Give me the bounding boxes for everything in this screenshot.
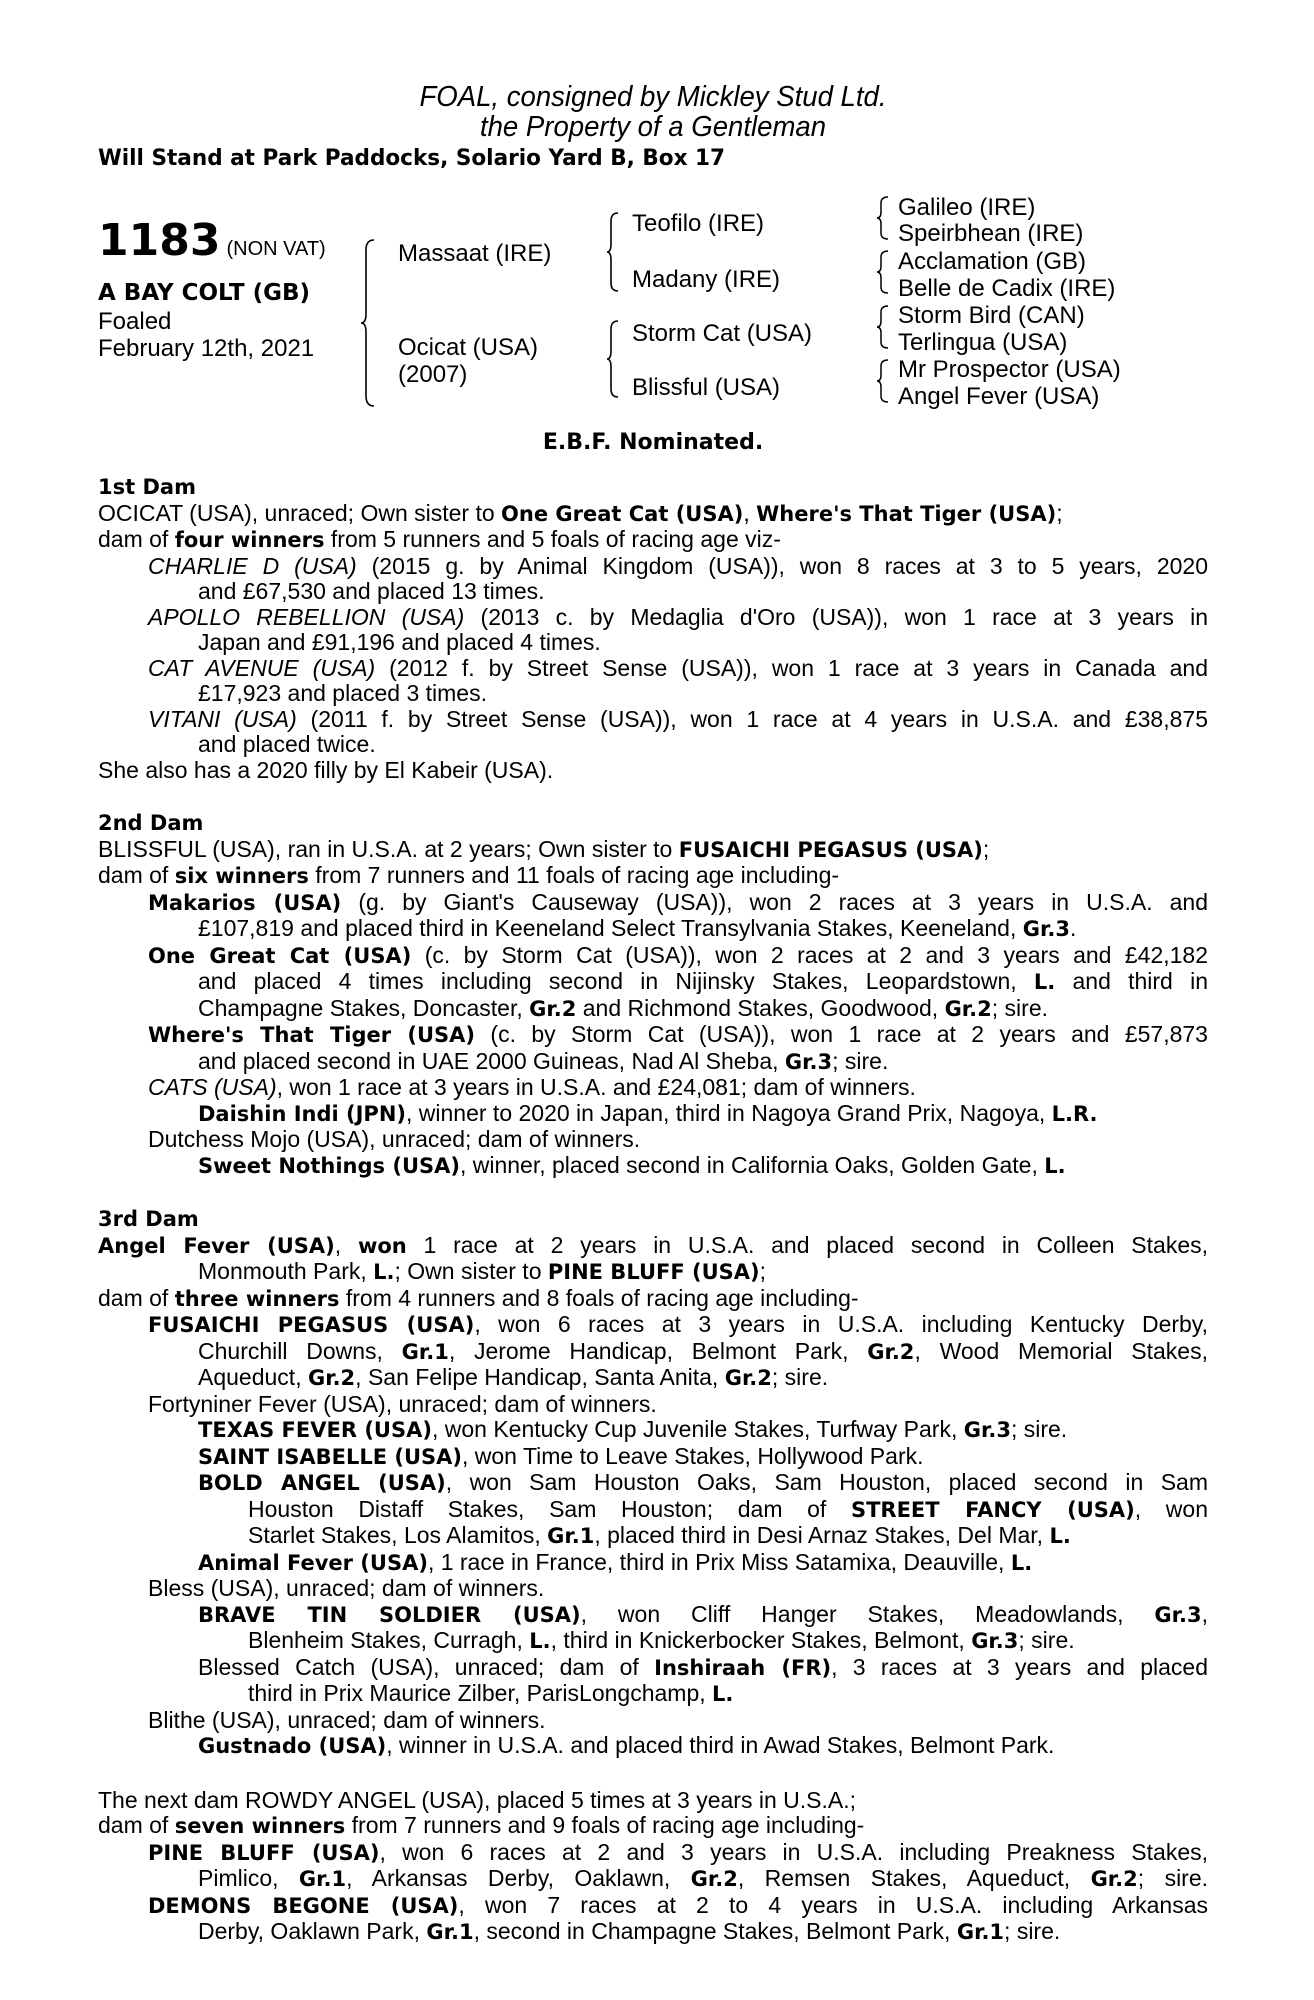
dam-line: dam of three winners from 4 runners and 8 foals of racing age including- xyxy=(98,1284,859,1311)
progeny-line: and placed second in UAE 2000 Guineas, Nad Al Sheba, Gr.3; sire. xyxy=(198,1047,889,1074)
grandsire-3: Acclamation (GB) xyxy=(898,248,1087,275)
lot-number: 1183 xyxy=(98,215,221,266)
pedigree-brace-1 xyxy=(360,238,376,408)
progeny-line: CATS (USA), won 1 race at 3 years in U.S.A. and £24,081; dam of winners. xyxy=(148,1074,916,1100)
progeny-line: and £67,530 and placed 13 times. xyxy=(198,578,545,604)
dam-dam: Blissful (USA) xyxy=(632,374,781,401)
progeny-line: Sweet Nothings (USA), winner, placed second in California Oaks, Golden Gate, L. xyxy=(198,1151,1066,1178)
foaled-label: Foaled xyxy=(98,308,172,335)
first-dam-section xyxy=(98,475,1208,783)
progeny-line: FUSAICHI PEGASUS (USA), won 6 races at 3 years in U.S.A. including Kentucky Derby, xyxy=(148,1311,1208,1337)
sire-sire: Teofilo (IRE) xyxy=(632,210,765,237)
progeny-line: £17,923 and placed 3 times. xyxy=(198,680,487,706)
owner-line: the Property of a Gentleman xyxy=(479,111,827,143)
section-heading: 1st Dam xyxy=(98,475,196,499)
progeny-line: Blithe (USA), unraced; dam of winners. xyxy=(148,1706,546,1733)
dam-line: Angel Fever (USA), won 1 race at 2 years in U.S.A. and placed second in Colleen Stakes, xyxy=(98,1231,1208,1258)
dam-line: dam of seven winners from 7 runners and 9 foals of racing age including- xyxy=(98,1812,865,1838)
progeny-line: BRAVE TIN SOLDIER (USA), won Cliff Hanger Stakes, Meadowlands, Gr.3, xyxy=(198,1600,1208,1627)
progeny-line: Starlet Stakes, Los Alamitos, Gr.1, placed third in Desi Arnaz Stakes, Del Mar, L. xyxy=(248,1522,1071,1548)
dam-line: Monmouth Park, L.; Own sister to PINE BLUFF (USA); xyxy=(198,1258,767,1284)
grandsire-8: Angel Fever (USA) xyxy=(898,383,1100,410)
lot-description: A BAY COLT (GB) xyxy=(98,280,311,306)
progeny-line: and placed 4 times including second in Nijinsky Stakes, Leopardstown, L. and third in xyxy=(198,968,1208,994)
grandsire-5: Storm Bird (CAN) xyxy=(898,302,1085,329)
dam-line: OCICAT (USA), unraced; Own sister to One Great Cat (USA), Where's That Tiger (USA); xyxy=(98,499,1063,526)
dam-year: (2007) xyxy=(398,361,468,388)
progeny-line: VITANI (USA) (2011 f. by Street Sense (USA)), won 1 race at 4 years in U.S.A. and £38,875 xyxy=(148,705,1208,732)
progeny-line: Fortyniner Fever (USA), unraced; dam of winners. xyxy=(148,1390,657,1417)
progeny-line: CHARLIE D (USA) (2015 g. by Animal Kingdom (USA)), won 8 races at 3 to 5 years, 2020 xyxy=(148,552,1208,579)
progeny-line: One Great Cat (USA) (c. by Storm Cat (USA)), won 2 races at 2 and 3 years and £42,182 xyxy=(148,941,1208,968)
grandsire-4: Belle de Cadix (IRE) xyxy=(898,275,1116,302)
dam-line: dam of six winners from 7 runners and 11 foals of racing age including- xyxy=(98,862,840,888)
pedigree-brace-5 xyxy=(876,249,890,295)
catalogue-page xyxy=(98,82,1208,1946)
progeny-line: and placed twice. xyxy=(198,731,376,757)
progeny-line: Dutchess Mojo (USA), unraced; dam of winners. xyxy=(148,1126,641,1152)
section-heading: 3rd Dam xyxy=(98,1207,199,1231)
foaled-date: February 12th, 2021 xyxy=(98,335,315,362)
progeny-line: BOLD ANGEL (USA), won Sam Houston Oaks, Sam Houston, placed second in Sam xyxy=(198,1469,1208,1495)
pedigree-brace-7 xyxy=(876,358,890,404)
vat-status: (NON VAT) xyxy=(226,238,326,260)
progeny-line: Champagne Stakes, Doncaster, Gr.2 and Richmond Stakes, Goodwood, Gr.2; sire. xyxy=(198,994,1048,1021)
consignor-line: FOAL, consigned by Mickley Stud Ltd. xyxy=(419,81,887,113)
section-heading: 2nd Dam xyxy=(98,811,204,835)
progeny-line: Daishin Indi (JPN), winner to 2020 in Japan, third in Nagoya Grand Prix, Nagoya, L.R. xyxy=(198,1099,1098,1126)
pedigree-brace-2 xyxy=(606,211,620,293)
next-dam-section xyxy=(98,1788,1208,1946)
pedigree-table xyxy=(98,194,1208,424)
progeny-line: Blessed Catch (USA), unraced; dam of Inshiraah (FR), 3 races at 3 years and placed xyxy=(198,1653,1208,1680)
dam-note: She also has a 2020 filly by El Kabeir (USA). xyxy=(98,756,554,783)
grandsire-1: Galileo (IRE) xyxy=(898,194,1036,221)
progeny-line: Bless (USA), unraced; dam of winners. xyxy=(148,1575,545,1601)
grandsire-7: Mr Prospector (USA) xyxy=(898,356,1121,383)
progeny-line: Where's That Tiger (USA) (c. by Storm Cat (USA)), won 1 race at 2 years and £57,873 xyxy=(148,1021,1208,1047)
grandsire-6: Terlingua (USA) xyxy=(898,329,1068,356)
progeny-line: Derby, Oaklawn Park, Gr.1, second in Champagne Stakes, Belmont Park, Gr.1; sire. xyxy=(198,1918,1061,1944)
progeny-line: CAT AVENUE (USA) (2012 f. by Street Sense (USA)), won 1 race at 3 years in Canada and xyxy=(148,654,1208,681)
second-dam-section xyxy=(98,811,1208,1179)
third-dam-section xyxy=(98,1207,1208,1760)
progeny-line: Houston Distaff Stakes, Sam Houston; dam of STREET FANCY (USA), won xyxy=(248,1495,1208,1522)
progeny-line: Churchill Downs, Gr.1, Jerome Handicap, Belmont Park, Gr.2, Wood Memorial Stakes, xyxy=(198,1337,1208,1364)
dam: Ocicat (USA) xyxy=(398,334,539,361)
progeny-line: Japan and £91,196 and placed 4 times. xyxy=(198,629,601,655)
progeny-line: Animal Fever (USA), 1 race in France, third in Prix Miss Satamixa, Deauville, L. xyxy=(198,1548,1033,1575)
progeny-line: Blenheim Stakes, Curragh, L., third in Knickerbocker Stakes, Belmont, Gr.3; sire. xyxy=(248,1627,1075,1653)
pedigree-brace-4 xyxy=(876,195,890,241)
pedigree-brace-3 xyxy=(606,319,620,399)
progeny-line: Gustnado (USA), winner in U.S.A. and placed third in Awad Stakes, Belmont Park. xyxy=(198,1732,1055,1758)
progeny-line: TEXAS FEVER (USA), won Kentucky Cup Juvenile Stakes, Turfway Park, Gr.3; sire. xyxy=(198,1416,1068,1442)
pedigree-brace-6 xyxy=(876,304,890,350)
sire-dam: Madany (IRE) xyxy=(632,266,781,293)
progeny-line: PINE BLUFF (USA), won 6 races at 2 and 3 years in U.S.A. including Preakness Stakes, xyxy=(148,1838,1208,1865)
progeny-line: Aqueduct, Gr.2, San Felipe Handicap, Santa Anita, Gr.2; sire. xyxy=(198,1364,829,1390)
progeny-line: SAINT ISABELLE (USA), won Time to Leave Stakes, Hollywood Park. xyxy=(198,1442,924,1469)
dam-line: The next dam ROWDY ANGEL (USA), placed 5 times at 3 years in U.S.A.; xyxy=(98,1786,857,1813)
sire: Massaat (IRE) xyxy=(398,240,552,267)
progeny-line: Makarios (USA) (g. by Giant's Causeway (USA)), won 2 races at 3 years in U.S.A. and xyxy=(148,888,1209,915)
progeny-line: £107,819 and placed third in Keeneland Select Transylvania Stakes, Keeneland, Gr.3. xyxy=(198,915,1077,941)
lot-number-block xyxy=(98,216,326,266)
dam-sire: Storm Cat (USA) xyxy=(632,320,813,347)
progeny-line: APOLLO REBELLION (USA) (2013 c. by Medaglia d'Oro (USA)), won 1 race at 3 years in xyxy=(148,603,1208,630)
progeny-line: Pimlico, Gr.1, Arkansas Derby, Oaklawn, Gr.2, Remsen Stakes, Aqueduct, Gr.2; sire. xyxy=(198,1865,1209,1891)
stand-location: Will Stand at Park Paddocks, Solario Yard B, Box 17 xyxy=(98,146,726,171)
progeny-line: third in Prix Maurice Zilber, ParisLongchamp, L. xyxy=(248,1680,734,1706)
ebf-nomination: E.B.F. Nominated. xyxy=(542,430,764,455)
dam-line: dam of four winners from 5 runners and 5 foals of racing age viz- xyxy=(98,526,781,552)
dam-line: BLISSFUL (USA), ran in U.S.A. at 2 years; Own sister to FUSAICHI PEGASUS (USA); xyxy=(98,835,990,862)
progeny-line: DEMONS BEGONE (USA), won 7 races at 2 to 4 years in U.S.A. including Arkansas xyxy=(148,1891,1208,1918)
grandsire-2: Speirbhean (IRE) xyxy=(898,220,1084,247)
